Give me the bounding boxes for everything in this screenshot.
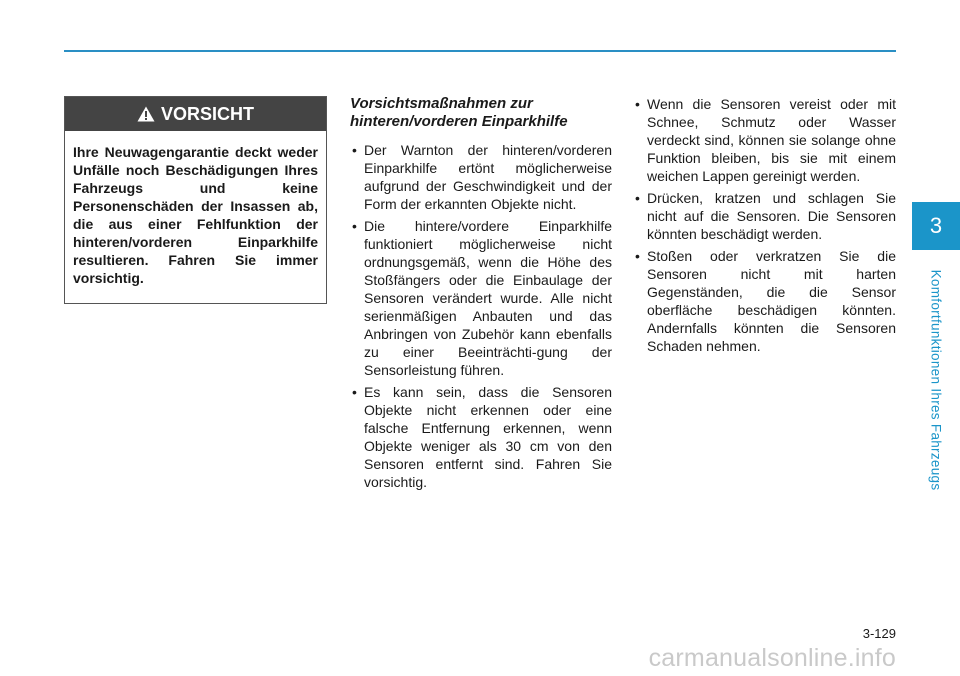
warning-triangle-icon <box>137 106 155 122</box>
chapter-number: 3 <box>929 213 943 238</box>
list-item: • Es kann sein, dass die Sensoren Objekte nicht erkennen oder eine falsche Entfernung erkennen, wenn Objekte weniger als 30 cm von den Sensoren entfernt sind. Fahren Sie vorsichtig. <box>352 384 612 490</box>
list-item: • Stoßen oder verkratzen Sie die Sensoren nicht mit harten Gegenständen, die die Sensor oberfläche beschädigen könnten. Andernfalls könnten die Sensoren Schaden nehmen. <box>635 248 896 354</box>
caution-text: Ihre Neuwagengarantie deckt weder Unfälle noch Beschädigungen Ihres Fahrzeugs und keine Personenschäden der Insassen ab, die aus einer Fehlfunktion der hinteren/vorderen Einparkhilfe resultieren. Fahren Sie immer vorsichtig. <box>73 144 318 286</box>
bullet-list-middle <box>350 141 612 491</box>
section-title: Vorsichtsmaßnahmen zur hinteren/vorderen Einparkhilfe <box>350 95 568 130</box>
header-rule <box>64 50 896 52</box>
bullet-list-right <box>633 95 896 355</box>
caution-box <box>64 96 327 304</box>
chapter-title: Komfortfunktionen Ihres Fahrzeugs <box>928 269 944 491</box>
content-column-middle <box>350 95 612 495</box>
list-item: • Wenn die Sensoren vereist oder mit Schnee, Schmutz oder Wasser verdeckt sind, können sie solange ohne Funktion bleiben, bis sie mit einem weichen Lappen gereinigt werden. <box>635 96 896 184</box>
list-item: • Der Warnton der hinteren/vorderen Einparkhilfe ertönt möglicherweise aufgrund der Geschwindigkeit und der Form der erkannten Objekte nicht. <box>352 142 612 212</box>
watermark: carmanualsonline.info <box>648 644 896 672</box>
list-item: • Drücken, kratzen und schlagen Sie nicht auf die Sensoren. Die Sensoren könnten beschädigt werden. <box>635 190 896 242</box>
content-column-right <box>633 95 896 359</box>
caution-header <box>65 97 326 131</box>
list-item: • Die hintere/vordere Einparkhilfe funktioniert möglicherweise nicht ordnungsgemäß, wenn die Höhe des Stoßfängers oder die Einbaulage der Sensoren verändert wurde. Alle nicht serienmäßigen Anbauten und das Anbringen von Zubehör kann ebenfalls zu einer Beeinträchti-gung der Sensorleistung führen. <box>352 218 612 378</box>
caution-title: VORSICHT <box>160 103 254 124</box>
chapter-tab <box>912 202 960 250</box>
page-number: 3-129 <box>862 626 896 641</box>
